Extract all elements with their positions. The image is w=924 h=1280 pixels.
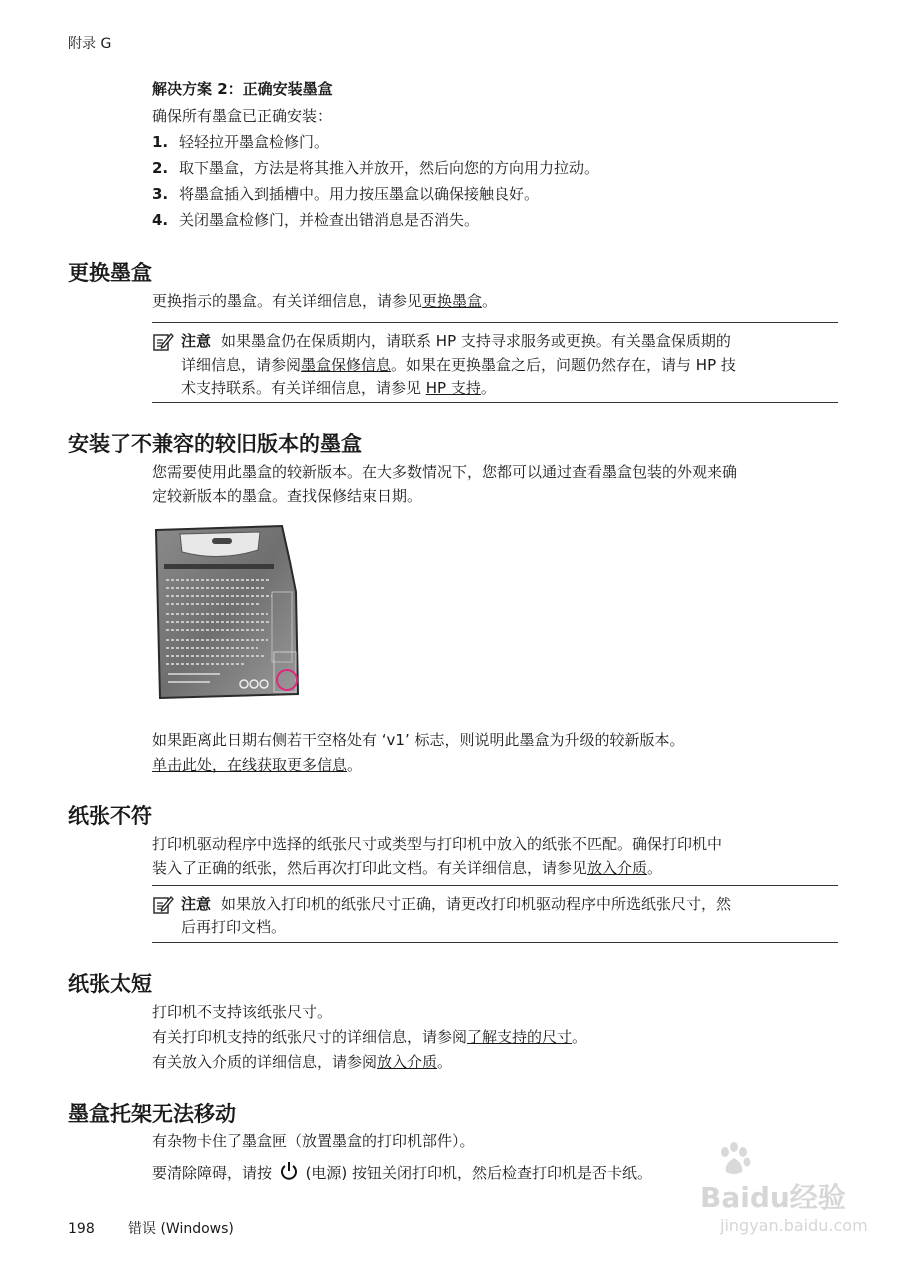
note-line: 详细信息，请参阅墨盒保修信息。如果在更换墨盒之后，问题仍然存在，请与 HP 技 <box>181 356 736 374</box>
power-icon <box>279 1161 299 1181</box>
running-head: 附录 G <box>68 36 112 52</box>
step-number: 4. <box>152 211 169 229</box>
cartridge-package-image <box>150 522 305 702</box>
note-pencil-icon <box>152 331 174 353</box>
step-item <box>152 156 599 180</box>
hp-support-link[interactable]: HP 支持 <box>425 379 481 397</box>
note-top-rule <box>152 322 838 323</box>
short-line: 有关打印机支持的纸张尺寸的详细信息，请参阅了解支持的尺寸。 <box>152 1028 588 1046</box>
step-number: 3. <box>152 185 169 203</box>
watermark-brand: Baidu经验 <box>700 1181 846 1214</box>
older-link-line: 单击此处，在线获取更多信息。 <box>152 756 363 774</box>
note-bottom-rule <box>152 942 838 943</box>
step-text: 关闭墨盒检修门，并检查出错消息是否消失。 <box>179 211 480 229</box>
mismatch-line: 打印机驱动程序中选择的纸张尺寸或类型与打印机中放入的纸张不匹配。确保打印机中 <box>152 835 723 853</box>
note-label: 注意 <box>181 332 212 350</box>
section-heading-mismatch: 纸张不符 <box>68 804 152 828</box>
note-line: 术支持联系。有关详细信息，请参见 HP 支持。 <box>181 379 496 397</box>
more-info-online-link[interactable]: 单击此处，在线获取更多信息 <box>152 756 348 774</box>
step-item <box>152 208 479 232</box>
load-media-link[interactable]: 放入介质 <box>587 859 648 877</box>
section-heading-older: 安装了不兼容的较旧版本的墨盒 <box>68 432 362 456</box>
mismatch-line: 装入了正确的纸张，然后再次打印此文档。有关详细信息，请参见放入介质。 <box>152 859 663 877</box>
note-line: 注意 如果墨盒仍在保质期内，请联系 HP 支持寻求服务或更换。有关墨盒保质期的 <box>181 332 731 350</box>
section-heading-carriage: 墨盒托架无法移动 <box>68 1102 236 1126</box>
carriage-line: 有杂物卡住了墨盒匣（放置墨盒的打印机部件）。 <box>152 1132 475 1150</box>
step-item <box>152 130 329 154</box>
step-text: 将墨盒插入到插槽中。用力按压墨盒以确保接触良好。 <box>179 185 540 203</box>
warranty-info-link[interactable]: 墨盒保修信息 <box>301 356 392 374</box>
page-number: 198 <box>68 1221 95 1237</box>
supported-sizes-link[interactable]: 了解支持的尺寸 <box>467 1028 573 1046</box>
step-item <box>152 182 539 206</box>
note-line: 后再打印文档。 <box>181 918 287 936</box>
load-media-link[interactable]: 放入介质 <box>377 1053 438 1071</box>
watermark-url: jingyan.baidu.com <box>720 1216 868 1235</box>
section-heading-short: 纸张太短 <box>68 972 152 996</box>
step-number: 1. <box>152 133 169 151</box>
step-text: 取下墨盒，方法是将其推入并放开，然后向您的方向用力拉动。 <box>179 159 600 177</box>
paw-logo-icon <box>714 1140 754 1180</box>
note-pencil-icon <box>152 894 174 916</box>
older-after-image: 如果距离此日期右侧若干空格处有 ‘v1’ 标志，则说明此墨盒为升级的较新版本。 <box>152 731 685 749</box>
step-text: 轻轻拉开墨盒检修门。 <box>179 133 330 151</box>
note-label: 注意 <box>181 895 212 913</box>
older-line: 定较新版本的墨盒。查找保修结束日期。 <box>152 487 423 505</box>
note-bottom-rule <box>152 402 838 403</box>
watermark <box>700 1140 890 1240</box>
section-heading-replace: 更换墨盒 <box>68 261 152 285</box>
note-line: 注意 如果放入打印机的纸张尺寸正确，请更改打印机驱动程序中所选纸张尺寸，然 <box>181 895 732 913</box>
replace-text: 更换指示的墨盒。有关详细信息，请参见更换墨盒。 <box>152 292 498 310</box>
note-top-rule <box>152 885 838 886</box>
carriage-line: 要清除障碍，请按 (电源) 按钮关闭打印机，然后检查打印机是否卡纸。 <box>152 1161 652 1185</box>
short-line: 打印机不支持该纸张尺寸。 <box>152 1003 333 1021</box>
solution-intro: 确保所有墨盒已正确安装： <box>152 107 333 125</box>
older-line: 您需要使用此墨盒的较新版本。在大多数情况下，您都可以通过查看墨盒包装的外观来确 <box>152 463 738 481</box>
replace-cartridge-link[interactable]: 更换墨盒 <box>422 292 483 310</box>
footer-section: 错误 (Windows) <box>128 1221 234 1237</box>
step-number: 2. <box>152 159 169 177</box>
solution-heading: 解决方案 2：正确安装墨盒 <box>152 80 333 98</box>
short-line: 有关放入介质的详细信息，请参阅放入介质。 <box>152 1053 453 1071</box>
